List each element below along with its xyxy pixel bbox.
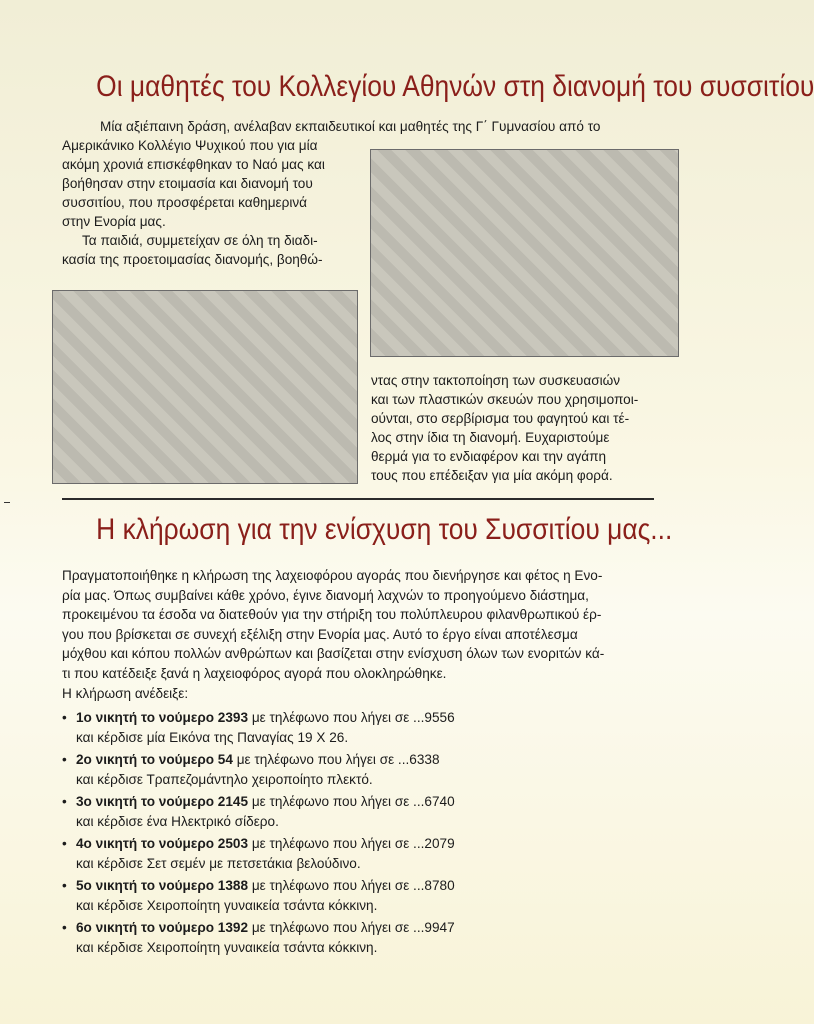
right-line: τους που επέδειξαν για μία ακόμη φορά. [371,468,613,483]
left-line: Τα παιδιά, συμμετείχαν σε όλη τη διαδι- [82,233,318,248]
body-line: προκειμένου τα έσοδα να διατεθούν για την στήριξη του πολύπλευρου φιλανθρωπικού έρ- [62,607,602,623]
left-line: Αμερικάνικο Κολλέγιο Ψυχικού που για μία [62,138,318,153]
article-title-students: Οι μαθητές του Κολλεγίου Αθηνών στη διανομή του συσσιτίου [96,70,814,103]
raffle-body [62,566,656,703]
bullet-icon: • [62,836,67,851]
winner-prize: και κέρδισε Σετ σεμέν με πετσετάκια βελούδινο. [76,856,361,871]
winner-item [62,834,662,874]
body-line: γου που βρίσκεται σε συνεχή εξέλιξη στην Ενορία μας. Αυτό το έργο είναι αποτέλεσμα [62,626,578,642]
winner-number: 1ο νικητή το νούμερο 2393 [76,710,249,725]
left-line: κασία της προετοιμασίας διανομής, βοηθώ- [62,252,323,267]
bullet-icon: • [62,794,67,809]
right-line: και των πλαστικών σκευών που χρησιμοποι- [371,392,639,407]
winner-number: 4ο νικητή το νούμερο 2503 [76,836,249,851]
body-line: Πραγματοποιήθηκε η κλήρωση της λαχειοφόρου αγοράς που διενήργησε και φέτος η Ενο- [62,568,603,583]
winner-phone: με τηλέφωνο που λήγει σε ...6338 [232,752,440,767]
winner-item [62,750,662,790]
body-line: μόχθου και κόπου πολλών ανθρώπων και βασίζεται στην ενίσχυση όλων των ενοριτών κά- [62,646,605,662]
winner-phone: με τηλέφωνο που λήγει σε ...9556 [248,710,455,725]
winner-item [62,708,662,748]
left-line: συσσιτίου, που προσφέρεται καθημερινά [62,195,307,210]
winner-phone: με τηλέφωνο που λήγει σε ...6740 [248,794,455,809]
body-line: τι που κατέδειξε ξανά η λαχειοφόρος αγορά που ολοκληρώθηκε. [62,665,447,681]
winner-number: 2ο νικητή το νούμερο 54 [76,752,233,767]
left-line: ακόμη χρονιά επισκέφθηκαν το Ναό μας και [62,157,325,172]
photo-food-distribution-hall [52,290,358,484]
winner-number: 6ο νικητή το νούμερο 1392 [76,920,249,935]
winner-item [62,918,662,958]
winners-list [62,708,662,960]
bullet-icon: • [62,710,67,725]
winner-number: 5ο νικητή το νούμερο 1388 [76,878,249,893]
right-line: θερμά για το ενδιαφέρον και την αγάπη [371,449,607,464]
winner-phone: με τηλέφωνο που λήγει σε ...9947 [248,920,455,935]
winner-phone: με τηλέφωνο που λήγει σε ...8780 [248,878,455,893]
bullet-icon: • [62,878,67,893]
article-title-raffle: Η κλήρωση για την ενίσχυση του Συσσιτίου μας... [96,513,673,546]
article-right-column [371,371,655,485]
winner-item [62,876,662,916]
bullet-icon: • [62,920,67,935]
winner-prize: και κέρδισε μία Εικόνα της Παναγίας 19 Χ 26. [76,730,349,745]
winner-prize: και κέρδισε Χειροποίητη γυναικεία τσάντα κόκκινη. [76,940,378,955]
body-line: Η κλήρωση ανέδειξε: [62,685,189,701]
right-line: λος στην ίδια τη διανομή. Ευχαριστούμε [371,430,610,445]
winner-prize: και κέρδισε ένα Ηλεκτρικό σίδερο. [76,814,279,829]
winner-number: 3ο νικητή το νούμερο 2145 [76,794,249,809]
intro-first-line: Μία αξιέπαινη δράση, ανέλαβαν εκπαιδευτικοί και μαθητές της Γ΄ Γυμνασίου από το [100,119,601,134]
bullet-icon: • [62,752,67,767]
photo-placeholder [371,150,678,356]
winner-prize: και κέρδισε Τραπεζομάντηλο χειροποίητο πλεκτό. [76,772,373,787]
body-line: ρία μας. Όπως συμβαίνει κάθε χρόνο, έγινε διανομή λαχνών το προηγούμενο διάστημα, [62,587,589,603]
left-line: στην Ενορία μας. [62,214,166,229]
group-photo-church-steps [370,149,679,357]
winner-item [62,792,662,832]
winner-prize: και κέρδισε Χειροποίητη γυναικεία τσάντα κόκκινη. [76,898,378,913]
section-divider [62,498,654,500]
article-intro-line [62,117,656,136]
margin-mark [4,502,10,503]
photo-placeholder [53,291,357,483]
right-line: ούνται, στο σερβίρισμα του φαγητού και τέ- [371,411,630,426]
left-line: βοήθησαν στην ετοιμασία και διανομή του [62,176,313,191]
winner-phone: με τηλέφωνο που λήγει σε ...2079 [248,836,455,851]
right-line: ντας στην τακτοποίηση των συσκευασιών [371,373,621,388]
article-left-column [62,136,362,269]
